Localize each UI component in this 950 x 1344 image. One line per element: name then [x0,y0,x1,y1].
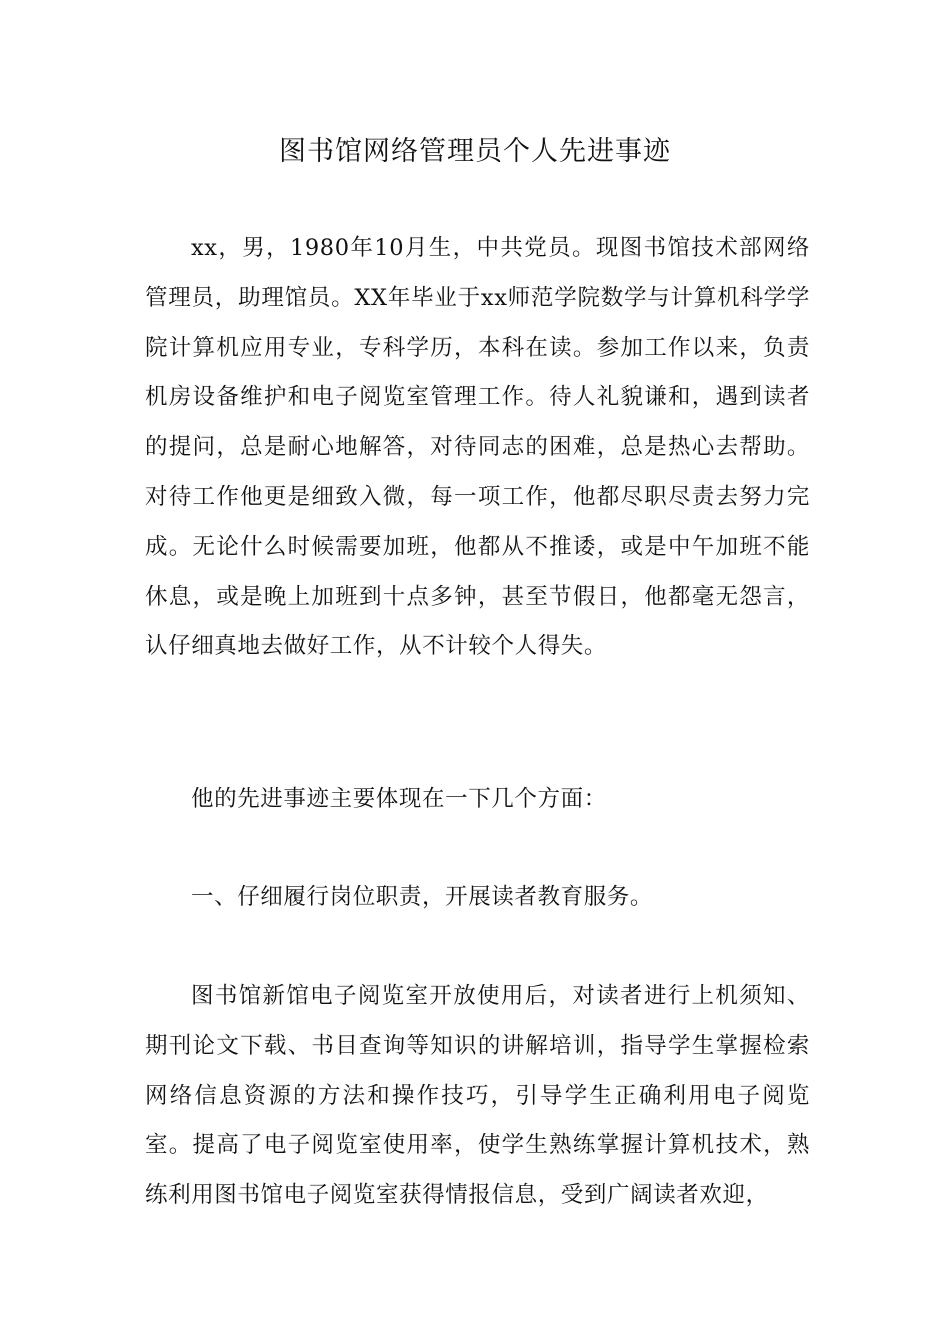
paragraph-section-one: 图书馆新馆电子阅览室开放使用后，对读者进行上机须知、期刊论文下载、书目查询等知识的讲解培训，指导学生掌握检索网络信息资源的方法和操作技巧，引导学生正确利用电子阅览室。提高了电子阅览室使用率，使学生熟练掌握计算机技术，熟练利用图书馆电子阅览室获得情报信息，受到广阔读者欢迎， [145,983,810,1209]
paragraph-biography: xx，男，1980年10月生，中共党员。现图书馆技术部网络管理员，助理馆员。XX年毕业于xx师范学院数学与计算机科学学院计算机应用专业，专科学历，本科在读。参加工作以来，负责机房设备维护和电子阅览室管理工作。待人礼貌谦和，遇到读者的提问，总是耐心地解答，对待同志的困难，总是热心去帮助。对待工作他更是细致入微，每一项工作，他都尽职尽责去努力完成。无论什么时候需要加班，他都从不推诿，或是中午加班不能休息，或是晚上加班到十点多钟，甚至节假日，他都毫无怨言，认仔细真地去做好工作，从不计较个人得失。 [145,235,810,660]
document-title: 图书馆网络管理员个人先进事迹 [279,136,671,167]
paragraph-intro-aspects: 他的先进事迹主要体现在一下几个方面： [191,786,607,812]
section-heading-one: 一、仔细履行岗位职责，开展读者教育服务。 [191,884,654,910]
